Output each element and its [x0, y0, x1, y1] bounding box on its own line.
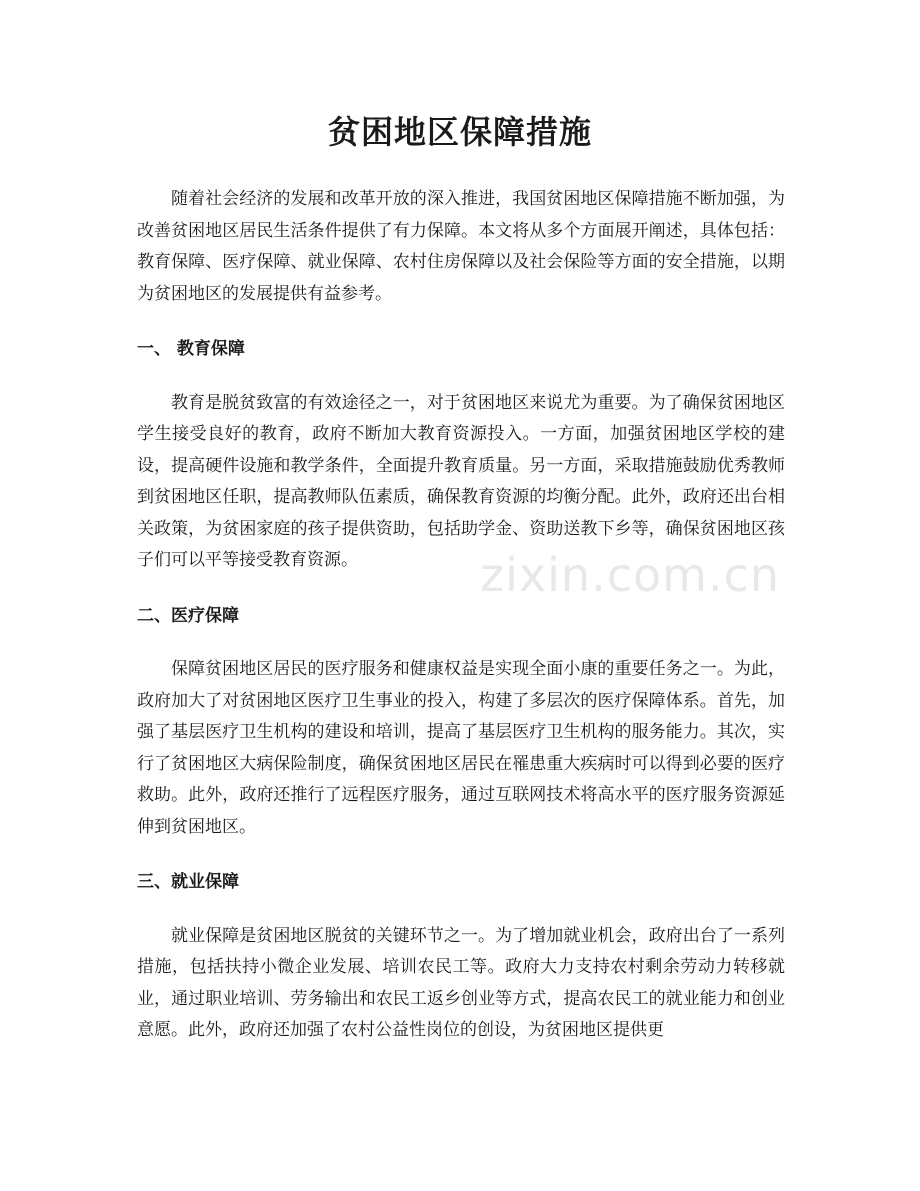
document-body	[137, 184, 785, 1047]
section-body-education: 教育是脱贫致富的有效途径之一，对于贫困地区来说尤为重要。为了确保贫困地区学生接受良好的教育，政府不断加大教育资源投入。一方面，加强贫困地区学校的建设，提高硬件设施和教学条件，全面提升教育质量。另一方面，采取措施鼓励优秀教师到贫困地区任职，提高教师队伍素质，确保教育资源的均衡分配。此外，政府还出台相关政策，为贫困家庭的孩子提供资助，包括助学金、资助送教下乡等，确保贫困地区孩子们可以平等接受教育资源。	[137, 392, 785, 570]
section-heading-employment: 三、就业保障	[137, 872, 239, 892]
section-body-employment: 就业保障是贫困地区脱贫的关键环节之一。为了增加就业机会，政府出台了一系列措施，包括扶持小微企业发展、培训农民工等。政府大力支持农村剩余劳动力转移就业，通过职业培训、劳务输出和农民工返乡创业等方式，提高农民工的就业能力和创业意愿。此外，政府还加强了农村公益性岗位的创设，为贫困地区提供更	[137, 925, 785, 1040]
section-heading-education: 一、 教育保障	[137, 339, 245, 359]
page-title: 贫困地区保障措施	[327, 113, 592, 151]
watermark: zixin.com.cn	[480, 548, 781, 602]
section-heading-medical: 二、医疗保障	[137, 605, 239, 626]
intro-paragraph: 随着社会经济的发展和改革开放的深入推进，我国贫困地区保障措施不断加强，为改善贫困地区居民生活条件提供了有力保障。本文将从多个方面展开阐述，具体包括：教育保障、医疗保障、就业保障、农村住房保障以及社会保险等方面的安全措施，以期为贫困地区的发展提供有益参考。	[137, 189, 785, 304]
section-body-medical: 保障贫困地区居民的医疗服务和健康权益是实现全面小康的重要任务之一。为此，政府加大了对贫困地区医疗卫生事业的投入，构建了多层次的医疗保障体系。首先，加强了基层医疗卫生机构的建设和培训，提高了基层医疗卫生机构的服务能力。其次，实行了贫困地区大病保险制度，确保贫困地区居民在罹患重大疾病时可以得到必要的医疗救助。此外，政府还推行了远程医疗服务，通过互联网技术将高水平的医疗服务资源延伸到贫困地区。	[137, 659, 785, 837]
